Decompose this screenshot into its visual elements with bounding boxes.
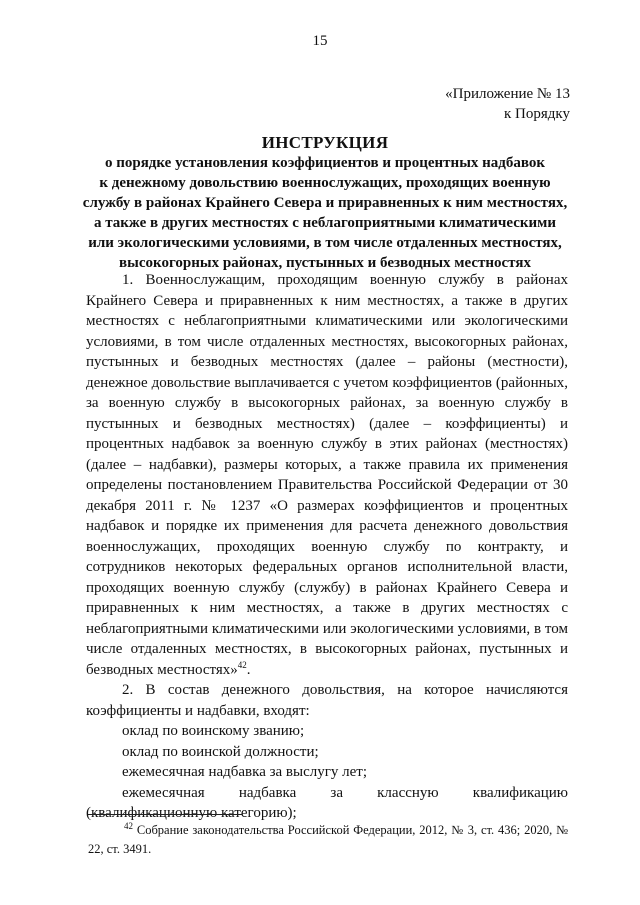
- appendix-line-1: «Приложение № 13: [445, 86, 570, 102]
- document-body: [86, 270, 568, 824]
- list-item: ежемесячная надбавка за выслугу лет;: [122, 764, 368, 780]
- title-line-5: или экологическими условиями, в том числе отдаленных местностях,: [88, 235, 562, 251]
- title-line-3: службу в районах Крайнего Севера и приравненных к ним местностях,: [82, 195, 568, 211]
- paragraph-1: [86, 270, 568, 680]
- title-heading: ИНСТРУКЦИЯ: [261, 133, 389, 152]
- title-line-6: высокогорных районах, пустынных и безводных местностях: [119, 255, 531, 271]
- title-line-1: о порядке установления коэффициентов и процентных надбавок: [104, 155, 546, 171]
- title-line-2: к денежному довольствию военнослужащих, проходящих военную: [99, 175, 551, 191]
- list-item: оклад по воинскому званию;: [122, 723, 305, 739]
- footnote: [88, 821, 568, 859]
- page-number: 15: [312, 33, 328, 49]
- list-item: оклад по воинской должности;: [122, 743, 319, 760]
- title-line-4: а также в других местностях с неблагоприятными климатическими: [93, 215, 557, 231]
- footnote-mark: 42: [124, 820, 133, 831]
- document-title: [60, 133, 590, 273]
- footnote-ref-42[interactable]: 42: [237, 659, 247, 670]
- footnote-text: Собрание законодательства Российской Федерации, 2012, № 3, ст. 436; 2020, № 22, ст. 3491.: [88, 823, 568, 856]
- paragraph-1-text: 1. Военнослужащим, проходящим военную службу в районах Крайнего Севера и приравненных к ним местностях, а также в других местностях с неблагоприятными климатическими или экологическими условиями, в том числе отдаленных местностях, высокогорных районах, пустынных и безводных местностях (далее – районы (местности), денежное довольствие выплачивается с учетом коэффициентов (районных, за военную службу в высокогорных районах, за военную службу в пустынных и безводных местностях) (далее – коэффициенты) и процентных надбавок за военную службу в этих районах (местностях) (далее – надбавки), размеры которых, а также правила их применения определены постановлением Правительства Российской Федерации от 30 декабря 2011 г. № 1237 «О размерах коэффициентов и процентных надбавок и порядке их применения для расчета денежного довольствия военнослужащих, проходящих военную службу по контракту, и сотрудников некоторых федеральных органов исполнительной власти, проходящих военную службу (службу) в районах Крайнего Севера и приравненных к ним местностях, а также в других местностях с неблагоприятными климатическими или экологическими условиями, в том числе отдаленных местностях, в высокогорных районах, пустынных и безводных местностях»: [86, 272, 568, 678]
- paragraph-2: 2. В состав денежного довольствия, на которое начисляются коэффициенты и надбавки, входят:: [86, 682, 568, 719]
- paragraph-1-end: .: [246, 661, 251, 678]
- appendix-reference: [380, 84, 570, 124]
- footnote-divider: [88, 814, 242, 815]
- appendix-line-2: к Порядку: [504, 106, 570, 122]
- list-item: ежемесячная надбавка за классную квалификацию (квалификационную категорию);: [86, 784, 568, 821]
